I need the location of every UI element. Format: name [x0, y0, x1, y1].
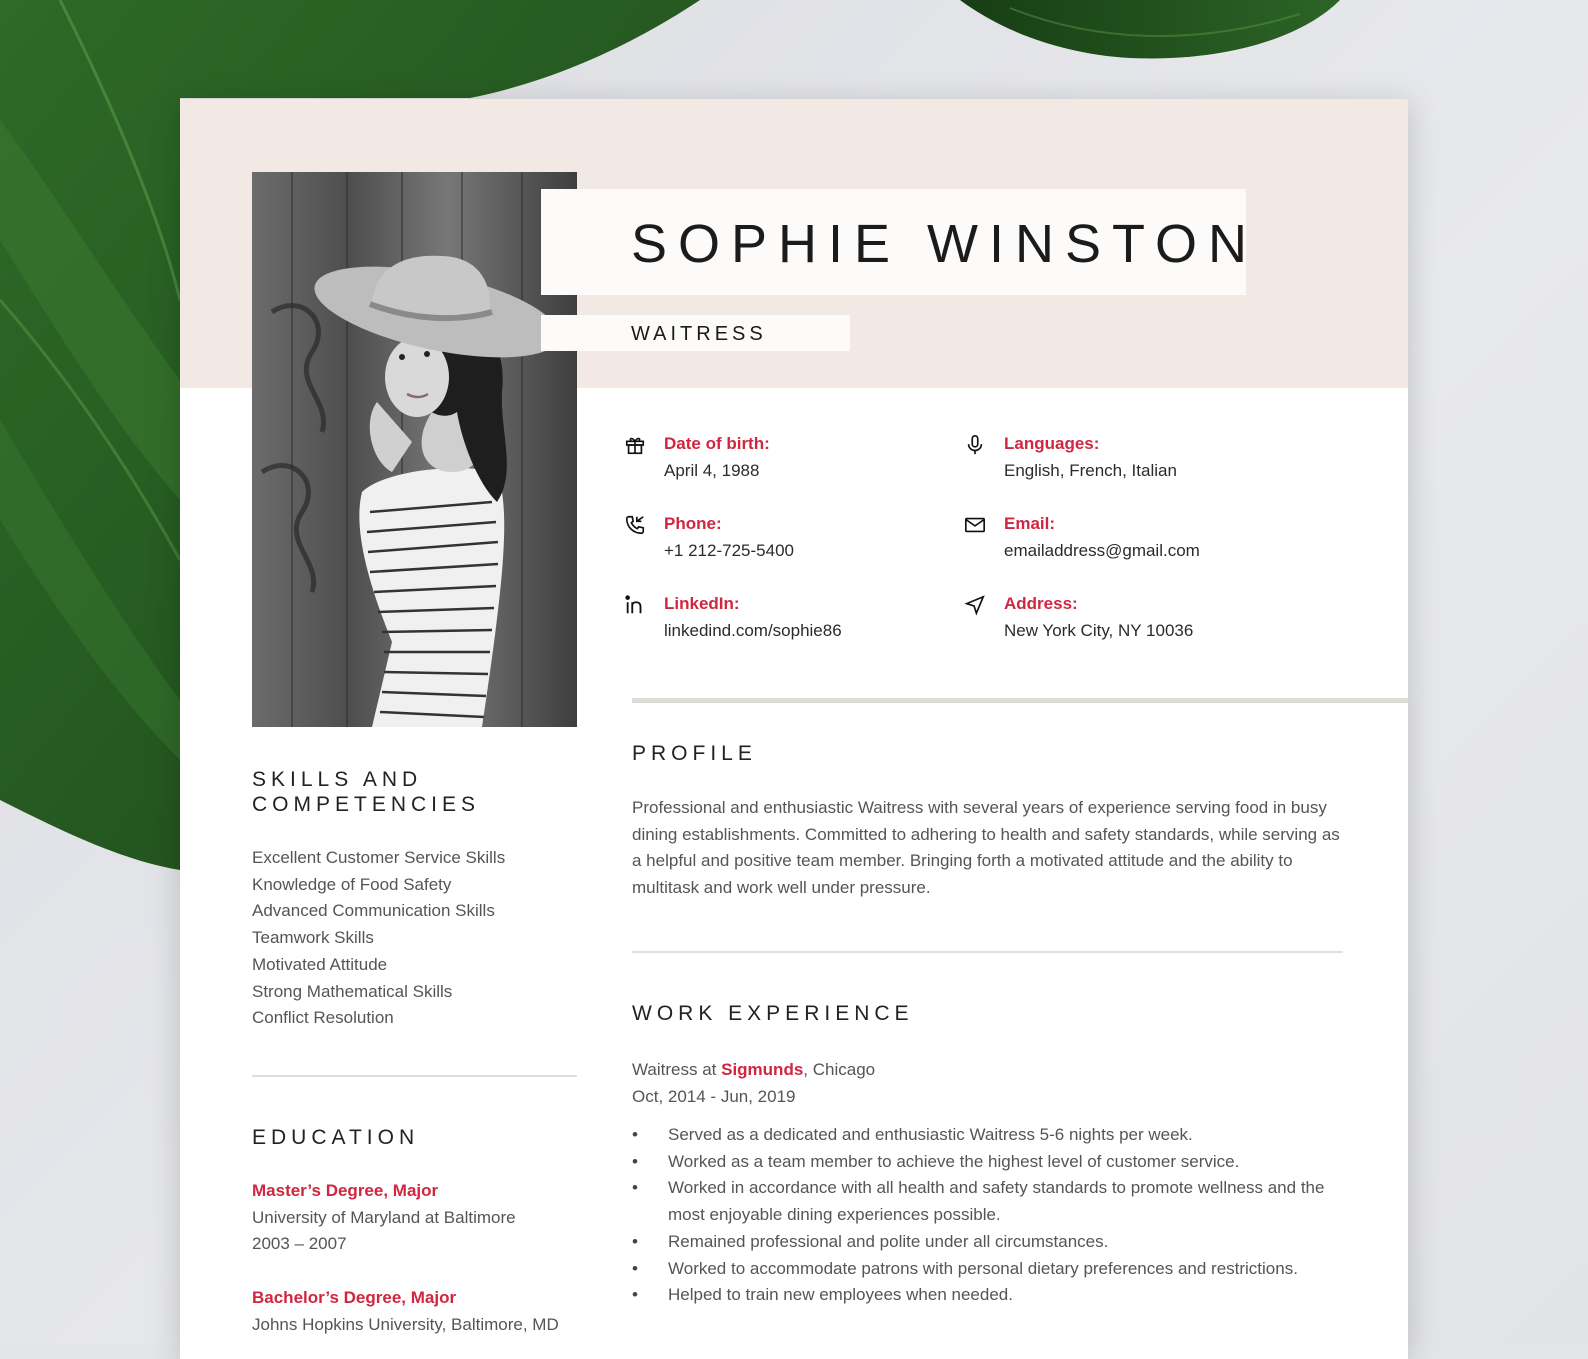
skills-heading-line2: COMPETENCIES	[252, 793, 481, 816]
contact-value: linkedind.com/sophie86	[664, 621, 842, 640]
profile-heading: PROFILE	[632, 742, 757, 765]
job-role-line	[632, 1057, 875, 1084]
gift-icon	[624, 434, 646, 456]
contact-value: English, French, Italian	[1004, 461, 1177, 480]
linkedin-icon	[624, 594, 646, 616]
education-heading: EDUCATION	[252, 1126, 420, 1149]
candidate-name: SOPHIE WINSTON	[631, 214, 1259, 274]
phone-icon	[624, 514, 646, 536]
job-title: WAITRESS	[631, 323, 767, 345]
envelope-icon	[964, 514, 986, 536]
job-title-box	[541, 315, 850, 351]
job-duty: • Helped to train new employees when needed.	[632, 1282, 1342, 1309]
profile-divider	[632, 951, 1343, 953]
contact-label: Address:	[1004, 594, 1078, 613]
skill-item: Conflict Resolution	[252, 1008, 394, 1028]
contact-label: Languages:	[1004, 434, 1100, 453]
job-duty: • Worked to accommodate patrons with personal dietary preferences and restrictions.	[632, 1256, 1342, 1283]
job-duty: • Remained professional and polite under all circumstances.	[632, 1229, 1342, 1256]
work-experience-heading: WORK EXPERIENCE	[632, 1002, 914, 1025]
skill-item: Strong Mathematical Skills	[252, 981, 453, 1001]
job-duty: • Worked as a team member to achieve the highest level of customer service.	[632, 1149, 1342, 1176]
profile-photo	[252, 172, 577, 727]
education-years: 2003 – 2007	[252, 1234, 347, 1254]
profile-text: Professional and enthusiastic Waitress with several years of experience serving food in busy dining establishments. Committed to adhering to health and safety standards, while serving as a helpful and positive team member. Bringing forth a motivated attitude and the ability to multitask and work well under pressure.	[632, 798, 1340, 898]
skills-list	[252, 845, 505, 1032]
education-degree: Bachelor’s Degree, Major	[252, 1288, 457, 1307]
skill-item: Motivated Attitude	[252, 954, 388, 974]
contact-divider	[632, 698, 1408, 703]
skill-item: Teamwork Skills	[252, 928, 374, 948]
skill-item: Advanced Communication Skills	[252, 901, 495, 921]
contact-value: +1 212-725-5400	[664, 541, 794, 560]
job-role: Waitress at	[632, 1060, 722, 1079]
contact-label: Date of birth:	[664, 434, 770, 453]
skill-item: Knowledge of Food Safety	[252, 874, 452, 894]
skills-heading	[252, 767, 480, 817]
contact-label: Phone:	[664, 514, 722, 533]
name-box	[541, 189, 1259, 295]
skills-divider	[252, 1075, 577, 1077]
contact-value: New York City, NY 10036	[1004, 621, 1194, 640]
job-company: Sigmunds	[721, 1060, 804, 1079]
education-entry	[252, 1285, 559, 1338]
education-school: Johns Hopkins University, Baltimore, MD	[252, 1314, 559, 1334]
job-duty: • Worked in accordance with all health and safety standards to promote wellness and the most enjoyable dining experiences possible.	[632, 1175, 1342, 1228]
resume-page	[180, 99, 1408, 1359]
skills-heading-line1: SKILLS AND	[252, 768, 423, 791]
education-school: University of Maryland at Baltimore	[252, 1207, 516, 1227]
contact-label: LinkedIn:	[664, 594, 740, 613]
job-entry	[632, 1057, 875, 1110]
contact-value: April 4, 1988	[664, 461, 760, 480]
contact-value: emailaddress@gmail.com	[1004, 541, 1200, 560]
education-entry	[252, 1178, 516, 1258]
microphone-icon	[964, 434, 986, 456]
education-degree: Master’s Degree, Major	[252, 1181, 439, 1200]
job-dates: Oct, 2014 - Jun, 2019	[632, 1086, 796, 1106]
contact-label: Email:	[1004, 514, 1056, 533]
skill-item: Excellent Customer Service Skills	[252, 848, 506, 867]
job-location: , Chicago	[803, 1060, 876, 1079]
job-duties-list	[632, 1122, 1342, 1309]
job-duty: • Served as a dedicated and enthusiastic Waitress 5-6 nights per week.	[632, 1122, 1342, 1149]
location-arrow-icon	[964, 594, 986, 616]
